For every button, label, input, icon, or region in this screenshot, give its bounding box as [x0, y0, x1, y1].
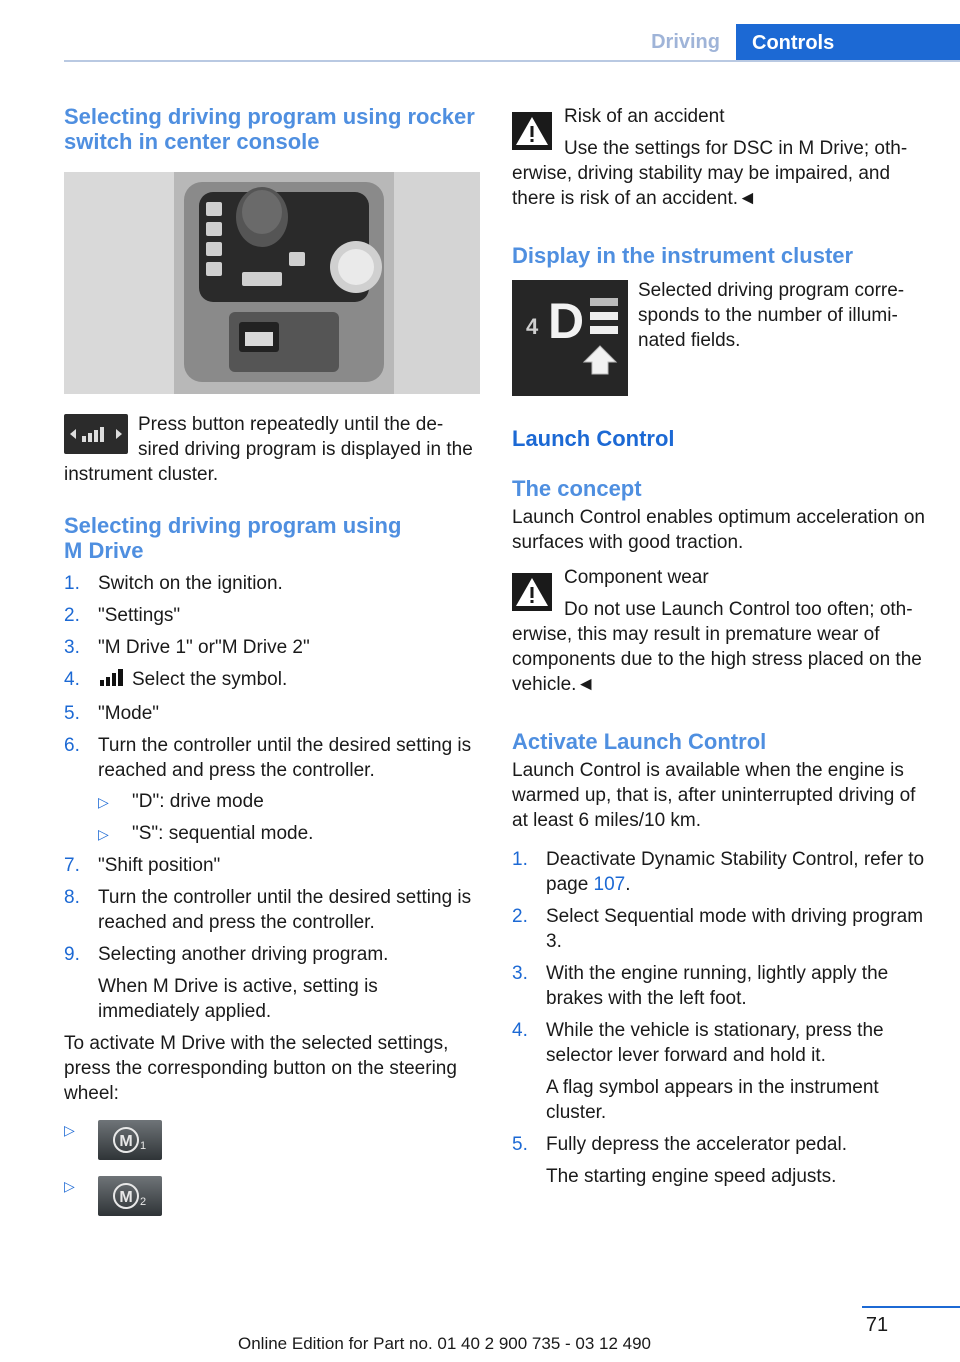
list-item: 7. "Shift position" [64, 855, 221, 876]
mode-options [98, 789, 482, 846]
page-number: 71 [865, 1314, 889, 1336]
header-chapter-tab: Controls [736, 24, 960, 62]
triangle-bullet-icon: ▷ [98, 826, 109, 842]
m1-item [64, 1120, 482, 1166]
header-section-tab: Driving [651, 31, 720, 53]
page-link[interactable]: 107 [593, 874, 626, 895]
center-console-illustration [64, 172, 480, 394]
heading-rocker-switch: Selecting driving program using rocker switch in center console [64, 104, 475, 154]
list-item: 6. Turn the controller until the desired setting is reached and press the controller. ▷ "D": drive mode ▷ "S": sequential mode. [64, 733, 482, 846]
list-item: 5. "Mode" [64, 703, 160, 724]
instrument-cluster-image [512, 280, 628, 396]
concept-text: Launch Control enables optimum acceleration on surfaces with good traction. [512, 507, 925, 553]
list-item: 2. "Settings" [64, 605, 181, 626]
m2-item [64, 1176, 482, 1222]
list-item: 1. Deactivate Dynamic Stability Control, refer to page 107. [512, 849, 925, 895]
list-item: ▷ "D": drive mode [98, 789, 482, 814]
activate-launch-text: Launch Control is available when the engine is warmed up, that is, after uninterrupted driving of at least 6 miles/10 km. [512, 760, 916, 831]
warning-title: Component wear [564, 567, 709, 588]
list-item: 4. Select the symbol. [64, 667, 482, 694]
left-column [64, 100, 482, 1222]
list-item: 3. "M Drive 1" or"M Drive 2" [64, 637, 310, 658]
center-console-photo [64, 172, 480, 394]
step9-note: When M Drive is active, setting is immediately applied. [98, 976, 378, 1022]
activate-m-drive-text: To activate M Drive with the selected settings, press the corresponding button on the steering wheel: [64, 1033, 457, 1104]
heading-instrument-display: Display in the instrument cluster [512, 243, 854, 268]
warning-body: erwise, driving stability may be impaired, and there is risk of an accident.◄ [512, 163, 891, 209]
svg-text:M: M [119, 1133, 133, 1150]
warning-body-line1: Use the settings for DSC in M Drive; oth‐ [564, 138, 908, 159]
list-item: 5. Fully depress the accelerator pedal. The starting engine speed adjusts. [512, 1132, 930, 1189]
step4-note: A flag symbol appears in the instrument cluster. [546, 1077, 879, 1123]
m2-button-icon: M 2 [98, 1176, 162, 1216]
list-item: 2. Select Sequential mode with driving program 3. [512, 906, 924, 952]
accident-warning [512, 104, 930, 161]
rocker-text-line3: instrument cluster. [64, 464, 219, 485]
list-item: 3. With the engine running, lightly apply the brakes with the left foot. [512, 963, 889, 1009]
instrument-display [512, 280, 930, 398]
svg-text:M: M [119, 1189, 133, 1206]
heading-activate-launch-control: Activate Launch Control [512, 729, 767, 754]
triangle-bullet-icon: ▷ [64, 1122, 75, 1138]
list-item: ▷ "S": sequential mode. [98, 821, 482, 846]
triangle-bullet-icon: ▷ [98, 794, 109, 810]
right-column [512, 104, 930, 1196]
warning-icon [512, 112, 552, 150]
heading-concept: The concept [512, 476, 642, 501]
heading-m-drive: Selecting driving program using M Drive [64, 513, 402, 563]
m-drive-steps [64, 571, 482, 1024]
rocker-instruction [64, 412, 482, 487]
launch-steps [512, 847, 930, 1189]
m1-button-icon: M 1 [98, 1120, 162, 1160]
heading-launch-control: Launch Control [512, 426, 675, 451]
step5-note: The starting engine speed adjusts. [546, 1166, 837, 1187]
warning-body-line1: Do not use Launch Control too often; oth‐ [564, 599, 913, 620]
footer-rule [862, 1306, 960, 1308]
rocker-text-line2: sired driving program is displayed in the [138, 439, 473, 460]
header-rule [64, 60, 960, 62]
list-item: 1. Switch on the ignition. [64, 573, 283, 594]
display-text: Selected driving program corre‐ sponds to the number of illumi‐ nated fields. [638, 280, 905, 351]
rocker-switch-icon [64, 414, 128, 454]
component-wear-warning [512, 565, 930, 622]
cluster-number: 4 [526, 314, 539, 339]
list-item: 4. While the vehicle is stationary, press the selector lever forward and hold it. A flag symbol appears in the instrument cluster. [512, 1018, 930, 1125]
triangle-bullet-icon: ▷ [64, 1178, 75, 1194]
rocker-text-line1: Press button repeatedly until the de‐ [138, 414, 444, 435]
footer-edition: Online Edition for Part no. 01 40 2 900 735 - 03 12 490 [238, 1334, 652, 1353]
cluster-gear: D [548, 293, 585, 349]
warning-body: erwise, this may result in premature wear of components due to the high stress placed on the vehicle.◄ [512, 624, 922, 695]
warning-title: Risk of an accident [564, 106, 725, 127]
driving-program-icon [98, 667, 124, 694]
list-item: 8. Turn the controller until the desired setting is reached and press the controller. [64, 887, 472, 933]
list-item: 9. Selecting another driving program. When M Drive is active, setting is immediately applied. [64, 942, 482, 1024]
warning-icon [512, 573, 552, 611]
